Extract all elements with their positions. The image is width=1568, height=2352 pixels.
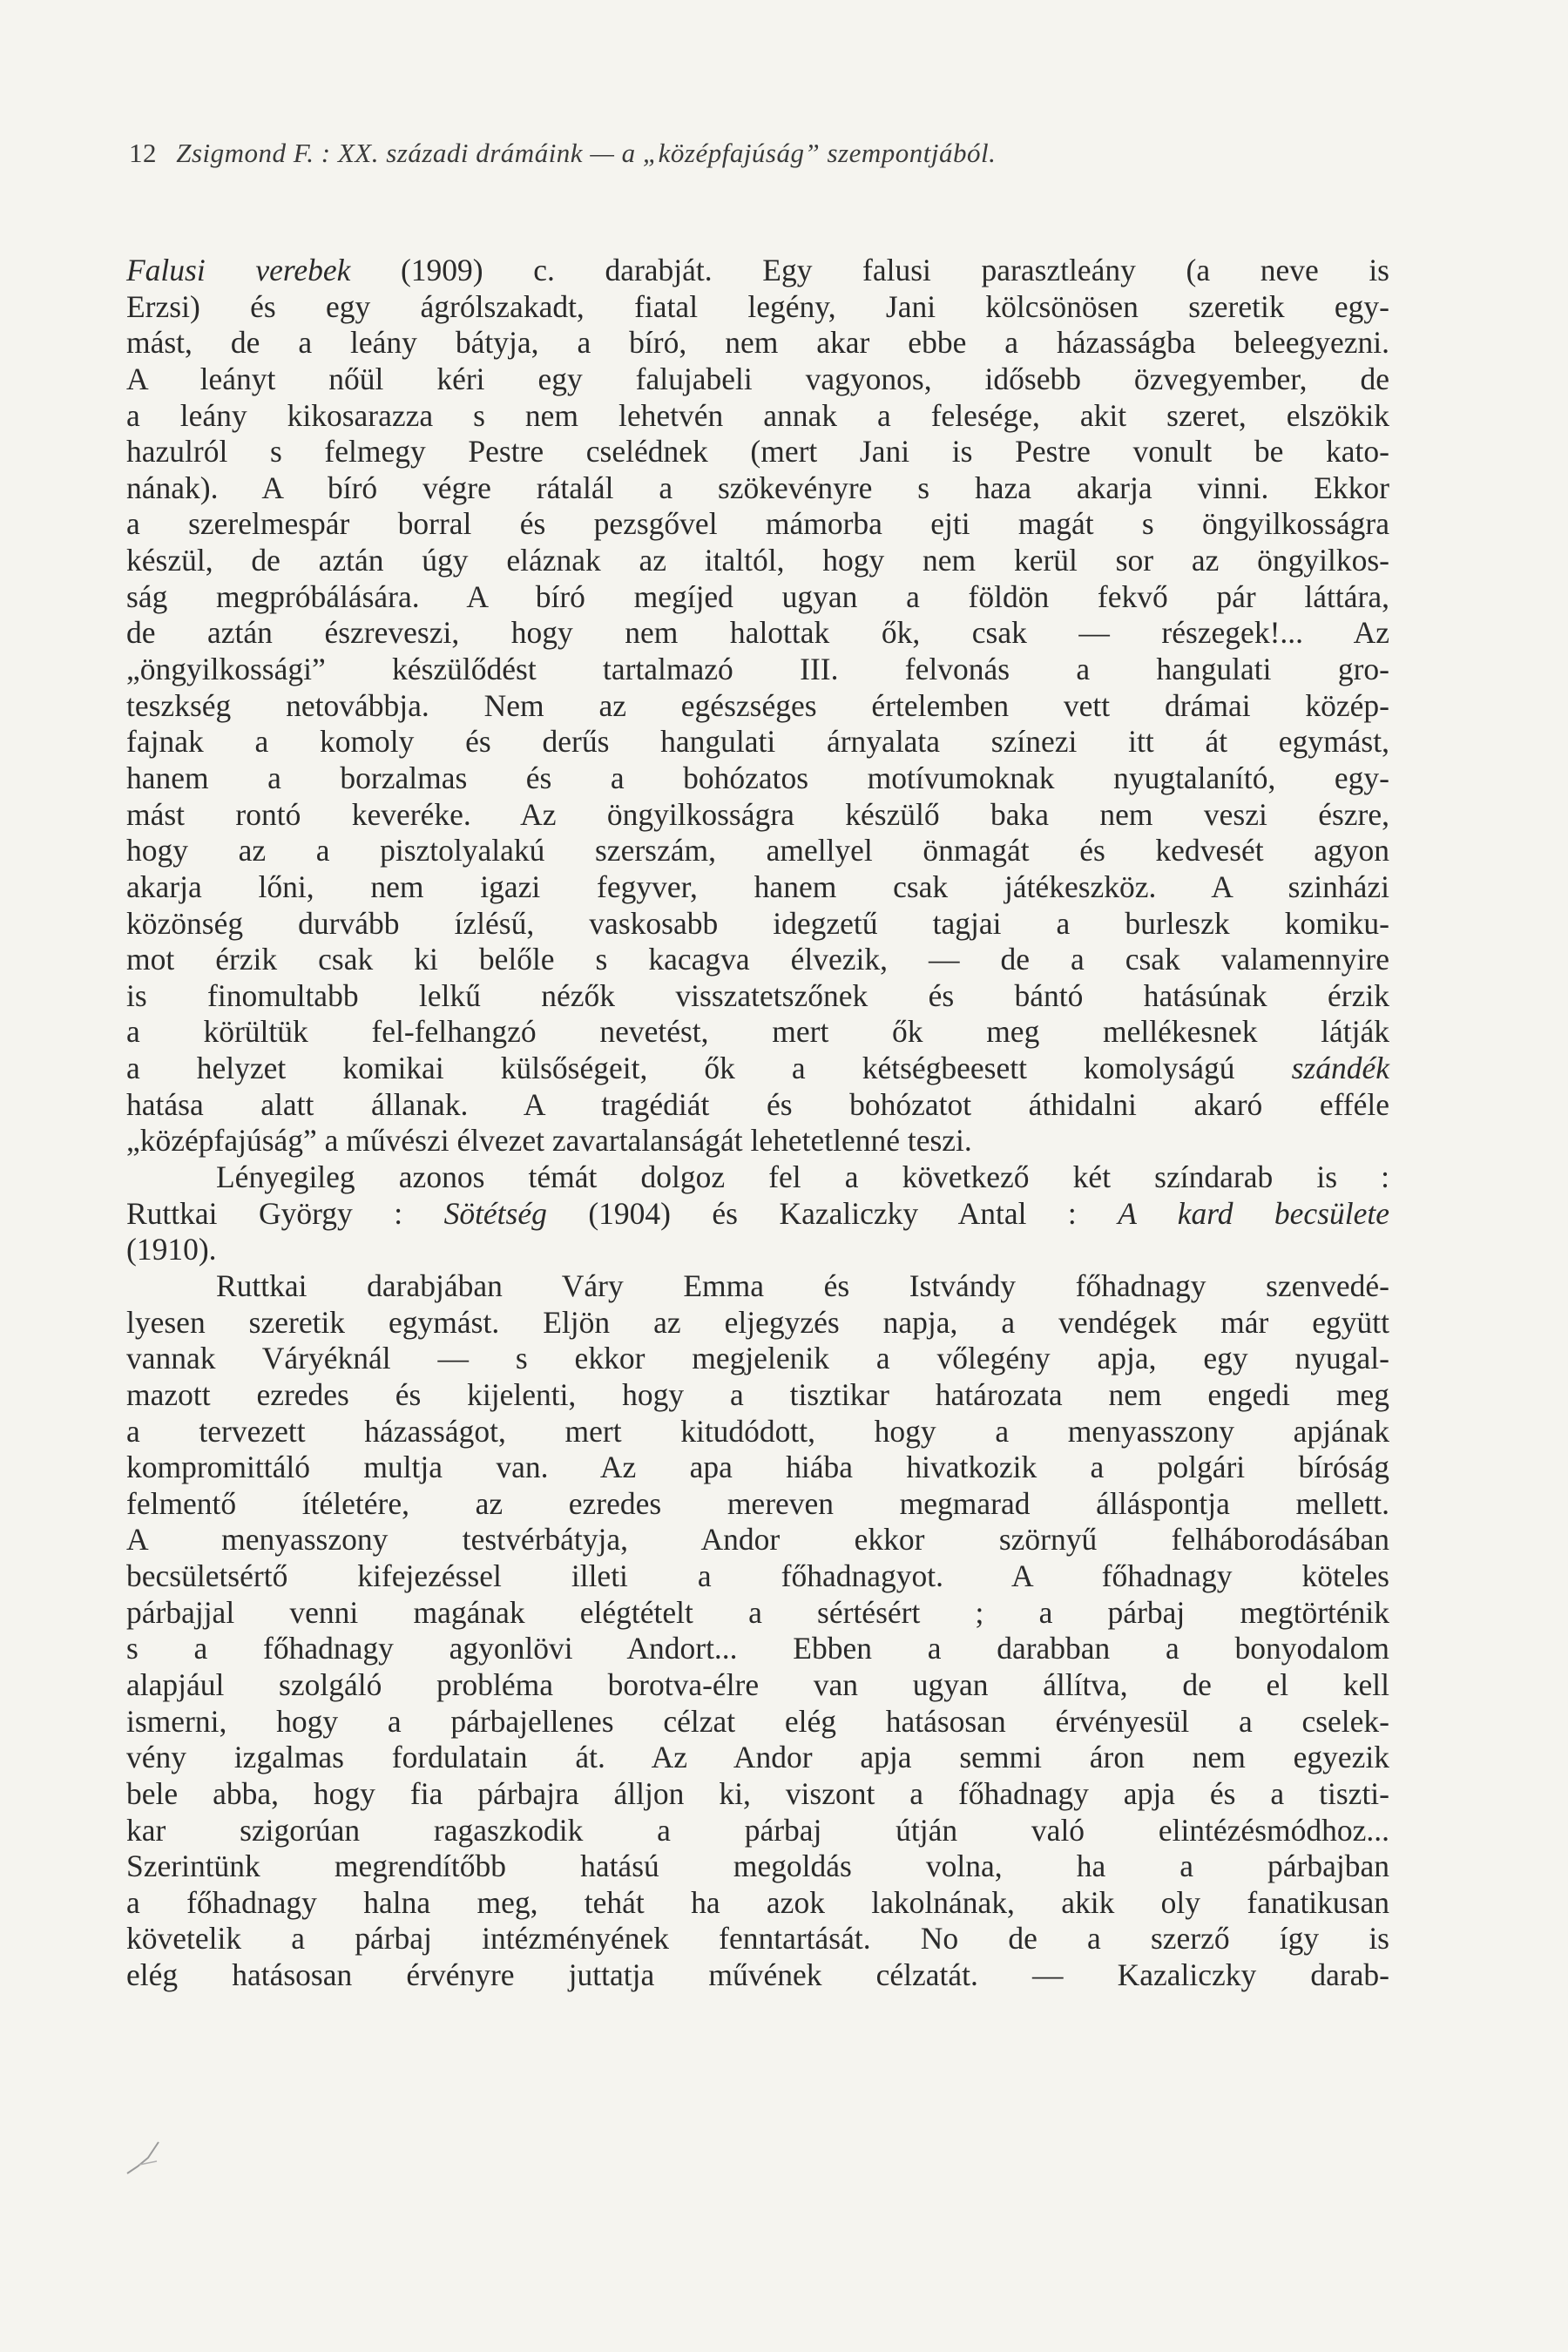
paragraph-start-line: Ruttkai darabjában Váry Emma és Istvándy főhadnagy szenvedé- <box>216 1267 1389 1303</box>
page-number: 12 <box>129 138 157 168</box>
italic-word: szándék <box>1291 1051 1389 1086</box>
text-line: a tervezett házasságot, mert kitudódott, hogy a menyasszony apjának <box>126 1413 1389 1449</box>
italic-title: A kard becsülete <box>1118 1195 1389 1231</box>
line-text: (1909) c. darabját. Egy falusi parasztleány (a neve is <box>350 253 1389 287</box>
text-line: közönség durvább ízlésű, vaskosabb idegzetű tagjai a burleszk komiku- <box>126 905 1389 941</box>
text-line: A leányt nőül kéri egy falujabeli vagyonos, idősebb özvegyember, de <box>126 361 1389 396</box>
text-line: készül, de aztán úgy eláznak az italtól, hogy nem kerül sor az öngyilkos- <box>126 543 1389 578</box>
line-text: (1904) és Kazaliczky Antal : <box>546 1195 1119 1231</box>
text-line: hogy az a pisztolyalakú szerszám, amellyel önmagát és kedvesét agyon <box>126 833 1389 868</box>
line-text: Ruttkai György : <box>126 1195 444 1231</box>
text-line: kompromittáló multja van. Az apa hiába hivatkozik a polgári bíróság <box>126 1450 1389 1485</box>
text-line: s a főhadnagy agyonlövi Andort... Ebben a darabban a bonyodalom <box>126 1631 1389 1666</box>
text-line: kar szigorúan ragaszkodik a párbaj útján való elintézésmódhoz... <box>126 1812 1389 1848</box>
line-text: e <box>1375 1086 1389 1122</box>
text-line: a főhadnagy halna meg, tehát ha azok lakolnának, akik oly fanatikusan <box>126 1884 1389 1920</box>
text-line: akarja lőni, nem igazi fegyver, hanem csak játékeszköz. A szinházi <box>126 868 1389 904</box>
text-line: alapjául szolgáló probléma borotva-élre van ugyan állítva, de el kell <box>126 1666 1389 1702</box>
running-header <box>129 138 1383 169</box>
text-line: mazott ezredes és kijelenti, hogy a tisztikar határozata nem engedi meg <box>126 1376 1389 1412</box>
text-line: a leány kikosarazza s nem lehetvén annak a felesége, akit szeret, elszökik <box>126 397 1389 433</box>
text-line: a körültük fel-felhangzó nevetést, mert ők meg mellékesnek látják <box>126 1014 1389 1050</box>
text-line: teszkség netovábbja. Nem az egészséges értelemben vett drámai közép- <box>126 687 1389 723</box>
text-line: elég hatásosan érvényre juttatja művének célzatát. — Kazaliczky darab- <box>126 1957 1389 1993</box>
text-line: követelik a párbaj intézményének fenntartását. No de a szerző így is <box>126 1921 1389 1957</box>
italic-title: Sötétség <box>443 1195 547 1231</box>
italic-title: Falusi verebek <box>126 253 351 287</box>
text-line: mást rontó keveréke. Az öngyilkosságra készülő baka nem veszi észre, <box>126 796 1389 832</box>
text-line: fajnak a komoly és derűs hangulati árnyalata színezi itt át egymást, <box>126 724 1389 760</box>
text-line: becsületsértő kifejezéssel illeti a főhadnagyot. A főhadnagy köteles <box>126 1558 1389 1594</box>
text-line: (1910). <box>126 1232 217 1267</box>
text-line: hazulról s felmegy Pestre cselédnek (mert Jani is Pestre vonult be kato- <box>126 434 1389 470</box>
text-line: mást, de a leány bátyja, a bíró, nem akar ebbe a házasságba beleegyezni. <box>126 325 1389 361</box>
line-text: a helyzet komikai külsőségeit, ők a kétségbeesett komolyságú <box>126 1051 1292 1086</box>
text-line: felmentő ítéletére, az ezredes mereven megmarad álláspontja mellett. <box>126 1485 1389 1521</box>
text-line: vény izgalmas fordulatain át. Az Andor apja semmi áron nem egyezik <box>126 1740 1389 1775</box>
text-line: Szerintünk megrendítőbb hatású megoldás volna, ha a párbajban <box>126 1848 1389 1884</box>
text-line: ismerni, hogy a párbajellenes célzat elég hatásosan érvényesül a cselek- <box>126 1703 1389 1739</box>
text-line <box>126 1196 1389 1233</box>
line-text: hatása alatt állanak. A tragédiát és bohózatot áthidalni akaró effél <box>126 1086 1376 1122</box>
text-line: hanem a borzalmas és a bohózatos motívumoknak nyugtalanító, egy- <box>126 760 1389 795</box>
text-line: is finomultabb lelkű nézők visszatetszőnek és bántó hatásúnak érzik <box>126 977 1389 1013</box>
text-line: bele abba, hogy fia párbajra álljon ki, viszont a főhadnagy apja és a tiszti- <box>126 1775 1389 1811</box>
body-text <box>126 253 1389 1994</box>
text-line: a szerelmespár borral és pezsgővel mámorba ejti magát s öngyilkosságra <box>126 506 1389 542</box>
ink-mark <box>122 2139 174 2182</box>
text-line: párbajjal venni magának elégtételt a sértésért ; a párbaj megtörténik <box>126 1594 1389 1630</box>
text-line: lyesen szeretik egymást. Eljön az eljegyzés napja, a vendégek már együtt <box>126 1304 1389 1340</box>
text-line <box>126 253 1389 289</box>
text-line: „öngyilkossági” készülődést tartalmazó III. felvonás a hangulati gro- <box>126 652 1389 687</box>
running-title: Zsigmond F. : XX. századi drámáink — a „középfajúság” szempontjából. <box>176 138 997 168</box>
text-line <box>126 1051 1389 1087</box>
text-line: de aztán észreveszi, hogy nem halottak ők, csak — részegek!... Az <box>126 615 1389 651</box>
text-line: vannak Váryéknál — s ekkor megjelenik a vőlegény apja, egy nyugal- <box>126 1341 1389 1376</box>
text-line <box>126 1087 1389 1124</box>
text-line: Erzsi) és egy ágrólszakadt, fiatal legény, Jani kölcsönösen szeretik egy- <box>126 288 1389 324</box>
text-line: A menyasszony testvérbátyja, Andor ekkor szörnyű felháborodásában <box>126 1522 1389 1558</box>
text-line: ság megpróbálására. A bíró megíjed ugyan a földön fekvő pár láttára, <box>126 578 1389 614</box>
text-line: „középfajúság” a művészi élvezet zavartalanságát lehetetlenné teszi. <box>126 1123 972 1159</box>
paragraph-start-line: Lényegileg azonos témát dolgoz fel a következő két színdarab is : <box>216 1159 1389 1195</box>
text-line: mot érzik csak ki belőle s kacagva élvezik, — de a csak valamennyire <box>126 942 1389 977</box>
text-line: nának). A bíró végre rátalál a szökevényre s haza akarja vinni. Ekkor <box>126 470 1389 505</box>
